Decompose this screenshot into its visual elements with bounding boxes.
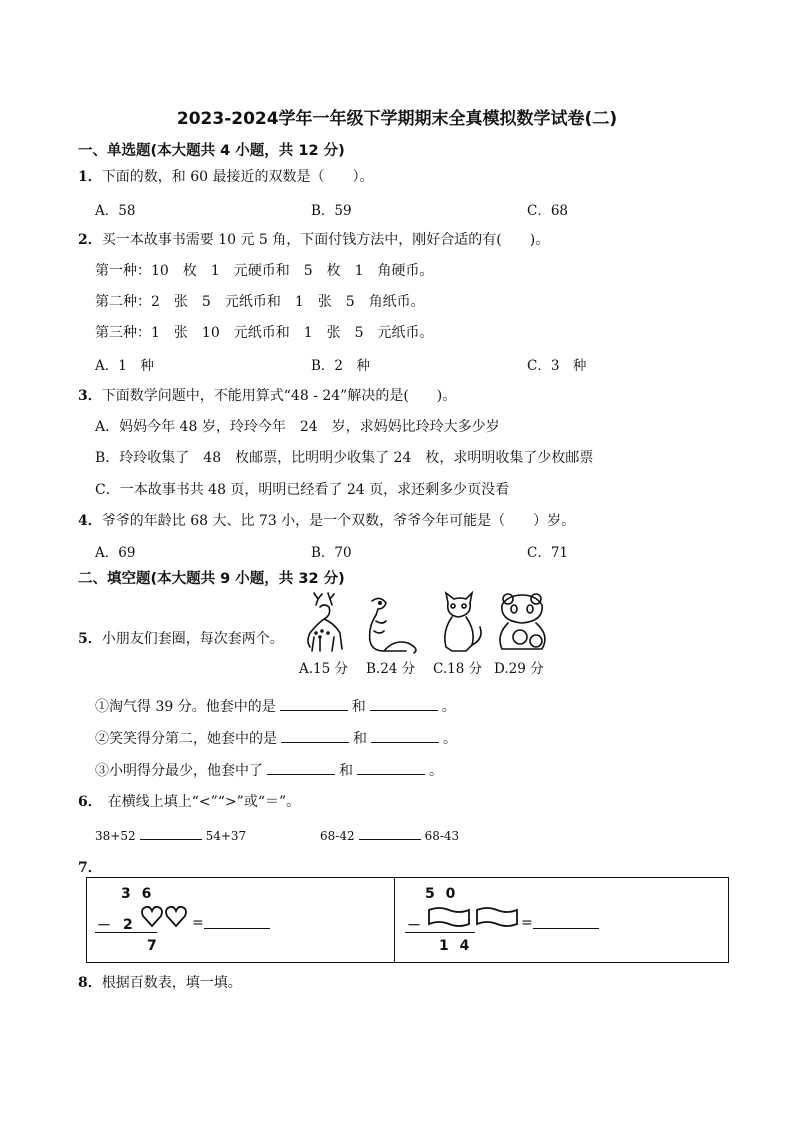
left-top-number: 3 6: [121, 886, 155, 902]
deer-icon: [308, 593, 342, 651]
flag-box-icon: [427, 906, 521, 928]
question-text: 爷爷的年龄比 68 大、比 73 小，是一个双数，爷爷今年可能是（ ）岁。: [101, 513, 576, 529]
answer-blank[interactable]: [370, 698, 438, 711]
question-7: [78, 857, 102, 877]
label-d: D.29 分: [494, 661, 544, 677]
q3-option-b: B．玲玲收集了 48 枚邮票，比明明少收集了 24 枚，求明明收集了少枚邮票: [95, 450, 594, 466]
heart-icon: [141, 904, 189, 928]
question-number: 4．: [78, 513, 102, 529]
q2-option-b: B．2 种: [311, 358, 371, 374]
question-1: [78, 166, 373, 186]
cat-icon: [445, 593, 481, 651]
question-text: 在横线上填上“<”“>”或“＝”。: [107, 794, 301, 810]
q2-option-c: C．3 种: [527, 358, 587, 374]
answer-blank[interactable]: [267, 762, 335, 775]
right-subtraction-line: [405, 932, 475, 933]
question-5: [78, 628, 284, 648]
ring-toss-picture: [296, 591, 550, 681]
right-equals: =: [521, 915, 533, 931]
label-c: C.18 分: [433, 661, 483, 677]
answer-blank[interactable]: [371, 730, 439, 743]
right-minus-sign: －: [407, 918, 421, 934]
question-number: 2．: [78, 232, 102, 248]
q4-option-b: B．70: [311, 545, 352, 561]
page-title: 2023-2024学年一年级下学期期末全真模拟数学试卷(二): [176, 109, 618, 129]
panda-icon: [500, 594, 545, 649]
question-number: 6．: [78, 794, 102, 810]
left-result: 7: [147, 938, 157, 954]
q6-compare-1: 38+52 54+37: [95, 829, 247, 843]
question-text: 小朋友们套圈，每次套两个。: [101, 631, 284, 647]
left-equals: =: [192, 915, 204, 931]
right-result: 1 4: [439, 938, 473, 954]
q1-option-b: B．59: [311, 203, 352, 219]
squirrel-icon: [370, 598, 416, 653]
left-tens-digit: 2: [123, 917, 133, 933]
question-number: 3．: [78, 388, 102, 404]
q4-option-c: C．71: [527, 545, 569, 561]
q5-sub-3: ③小明得分最少，他套中了 和 。: [95, 763, 443, 779]
q3-option-c: C．一本故事书共 48 页，明明已经看了 24 页，求还剩多少页没看: [95, 482, 510, 498]
q5-sub-1: ①淘气得 39 分。他套中的是 和 。: [95, 699, 456, 715]
q2-option-a: A．1 种: [95, 358, 154, 374]
q2-line-3: 第三种：1 张 10 元纸币和 1 张 5 元纸币。: [95, 325, 434, 341]
answer-blank[interactable]: [359, 827, 421, 840]
q1-option-a: A．58: [95, 203, 136, 219]
question-number: 1．: [78, 169, 102, 185]
question-text: 买一本故事书需要 10 元 5 角，下面付钱方法中，刚好合适的有( )。: [101, 232, 550, 248]
q7-puzzle-table: [86, 877, 729, 963]
right-answer-line[interactable]: [533, 928, 599, 929]
answer-blank[interactable]: [281, 730, 349, 743]
question-number: 7．: [78, 860, 102, 876]
label-a: A.15 分: [299, 661, 349, 677]
question-number: 8．: [78, 975, 102, 991]
question-text: 下面的数，和 60 最接近的双数是（ ）。: [101, 169, 374, 185]
table-divider: [394, 878, 395, 962]
question-number: 5．: [78, 631, 102, 647]
left-answer-line[interactable]: [204, 928, 270, 929]
question-4: [78, 510, 575, 530]
question-3: [78, 385, 456, 405]
question-8: [78, 972, 242, 992]
q3-option-a: A．妈妈今年 48 岁，玲玲今年 24 岁，求妈妈比玲玲大多少岁: [95, 419, 500, 435]
q2-line-2: 第二种：2 张 5 元纸币和 1 张 5 角纸币。: [95, 294, 425, 310]
section-1-heading: 一、单选题(本大题共 4 小题，共 12 分): [78, 143, 345, 159]
left-minus-sign: －: [97, 918, 111, 934]
section-2-heading: 二、填空题(本大题共 9 小题，共 32 分): [78, 571, 345, 587]
question-text: 下面数学问题中，不能用算式“48 - 24”解决的是( )。: [101, 388, 457, 404]
animals-illustration: [296, 591, 550, 655]
question-6: [78, 791, 300, 811]
answer-blank[interactable]: [357, 762, 425, 775]
q6-compare-2: 68-42 68-43: [320, 829, 460, 843]
right-top-number: 5 0: [425, 886, 459, 902]
answer-blank[interactable]: [280, 698, 348, 711]
question-text: 根据百数表，填一填。: [101, 975, 242, 991]
left-subtraction-line: [95, 932, 157, 933]
q2-line-1: 第一种：10 枚 1 元硬币和 5 枚 1 角硬币。: [95, 263, 434, 279]
q1-option-c: C．68: [527, 203, 569, 219]
q5-sub-2: ②笑笑得分第二，她套中的是 和 。: [95, 731, 457, 747]
q4-option-a: A．69: [95, 545, 136, 561]
label-b: B.24 分: [366, 661, 416, 677]
question-2: [78, 229, 549, 249]
answer-blank[interactable]: [140, 827, 202, 840]
